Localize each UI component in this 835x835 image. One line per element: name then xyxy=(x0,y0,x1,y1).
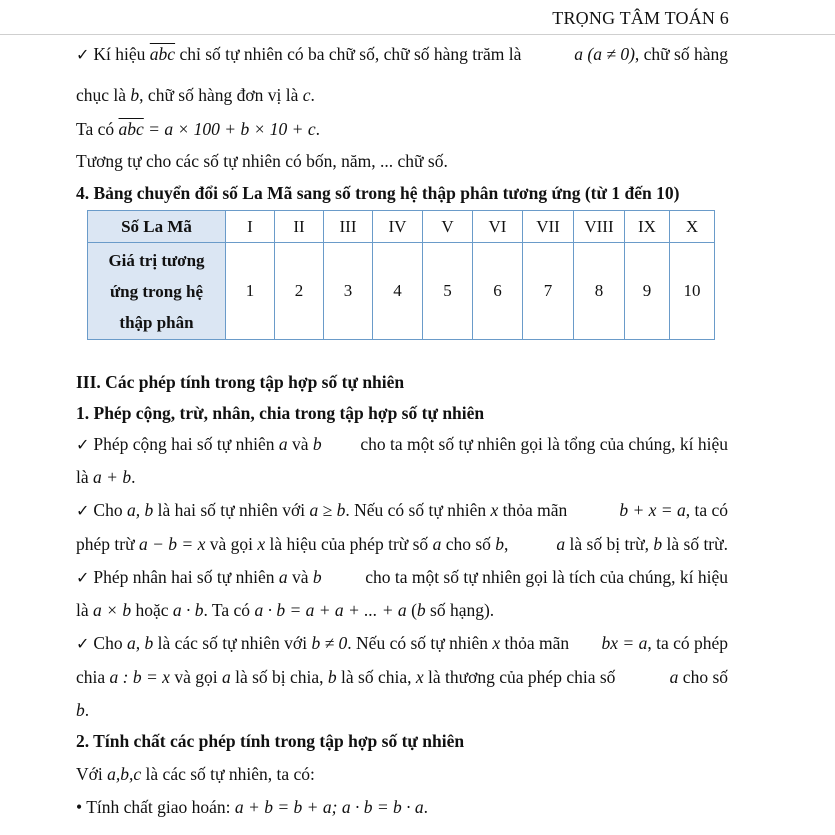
checkmark-icon: ✓ xyxy=(76,45,90,64)
division-line1: ✓ Cho a, b là các số tự nhiên với b ≠ 0. Nếu có số tự nhiên x thỏa mãn bx = a, ta có phép xyxy=(76,633,728,653)
roman-cell: II xyxy=(275,211,324,243)
section-iii-title: III. Các phép tính trong tập hợp số tự nhiên xyxy=(76,372,405,392)
decimal-cell: 9 xyxy=(625,243,670,340)
roman-cell: III xyxy=(324,211,373,243)
roman-cell: IX xyxy=(625,211,670,243)
roman-row-header: Số La Mã xyxy=(88,211,226,243)
page-header-title: TRỌNG TÂM TOÁN 6 xyxy=(552,8,729,28)
decimal-cell: 6 xyxy=(473,243,523,340)
division-line3: b. xyxy=(76,700,90,720)
addition-line1: ✓ Phép cộng hai số tự nhiên a và b cho ta một số tự nhiên gọi là tổng của chúng, kí hiệu xyxy=(76,434,728,454)
decimal-cell: 5 xyxy=(423,243,473,340)
decimal-cell: 3 xyxy=(324,243,373,340)
checkmark-icon: ✓ xyxy=(76,501,90,520)
decimal-cell: 1 xyxy=(226,243,275,340)
decimal-row xyxy=(88,243,715,340)
header-divider xyxy=(0,34,835,35)
decimal-cell: 10 xyxy=(670,243,715,340)
abc-definition-line2: chục là b, chữ số hàng đơn vị là c. xyxy=(76,85,315,105)
multiplication-line2: là a × b hoặc a · b. Ta có a · b = a + a + ... + a (b số hạng). xyxy=(76,600,495,620)
roman-cell: IV xyxy=(373,211,423,243)
division-line2: chia a : b = x và gọi a là số bị chia, b là số chia, x là thương của phép chia số a cho số xyxy=(76,667,728,687)
roman-cell: V xyxy=(423,211,473,243)
addition-line2: là a + b. xyxy=(76,467,136,487)
roman-cell: I xyxy=(226,211,275,243)
roman-row xyxy=(88,211,715,243)
multiplication-line1: ✓ Phép nhân hai số tự nhiên a và b cho ta một số tự nhiên gọi là tích của chúng, kí hiệu xyxy=(76,567,728,587)
roman-cell: VI xyxy=(473,211,523,243)
decimal-cell: 2 xyxy=(275,243,324,340)
abc-definition-line1: ✓ Kí hiệu $\overline{abc}$ chỉ số tự nhiên có ba chữ số, chữ số hàng trăm là a (a ≠ 0), chữ số hàng xyxy=(76,44,728,64)
bullet-icon: • xyxy=(76,797,83,817)
abc-formula-line: Ta có $\overline{abc} = a \times 100 + b \times 10 + c$. xyxy=(76,119,320,139)
roman-cell: VIII xyxy=(574,211,625,243)
decimal-cell: 7 xyxy=(523,243,574,340)
subtraction-line1: ✓ Cho a, b là hai số tự nhiên với a ≥ b. Nếu có số tự nhiên x thỏa mãn b + x = a, ta có xyxy=(76,500,728,520)
subtraction-line2: phép trừ a − b = x và gọi x là hiệu của phép trừ số a cho số b, a là số bị trừ, b là số trừ. xyxy=(76,534,728,554)
roman-cell: X xyxy=(670,211,715,243)
subsection-1-title: 1. Phép cộng, trừ, nhân, chia trong tập hợp số tự nhiên xyxy=(76,403,485,423)
decimal-cell: 8 xyxy=(574,243,625,340)
natural-numbers-intro: Với a,b,c là các số tự nhiên, ta có: xyxy=(76,764,315,784)
roman-numeral-table xyxy=(87,210,715,340)
checkmark-icon: ✓ xyxy=(76,435,90,454)
decimal-cell: 4 xyxy=(373,243,423,340)
abc-overline: $\overline{abc}$ xyxy=(149,44,176,64)
checkmark-icon: ✓ xyxy=(76,634,90,653)
subsection-2-title: 2. Tính chất các phép tính trong tập hợp số tự nhiên xyxy=(76,731,465,751)
abc-overline: $\overline{abc}$ xyxy=(118,119,144,139)
similar-note: Tương tự cho các số tự nhiên có bốn, năm, ... chữ số. xyxy=(76,151,448,171)
commutative-property: • Tính chất giao hoán: a + b = b + a; a · b = b · a. xyxy=(76,797,428,817)
roman-table-heading: 4. Bảng chuyển đổi số La Mã sang số trong hệ thập phân tương ứng (từ 1 đến 10) xyxy=(76,183,680,203)
checkmark-icon: ✓ xyxy=(76,568,90,587)
decimal-row-header: Giá trị tương ứng trong hệ thập phân xyxy=(88,243,226,340)
roman-cell: VII xyxy=(523,211,574,243)
